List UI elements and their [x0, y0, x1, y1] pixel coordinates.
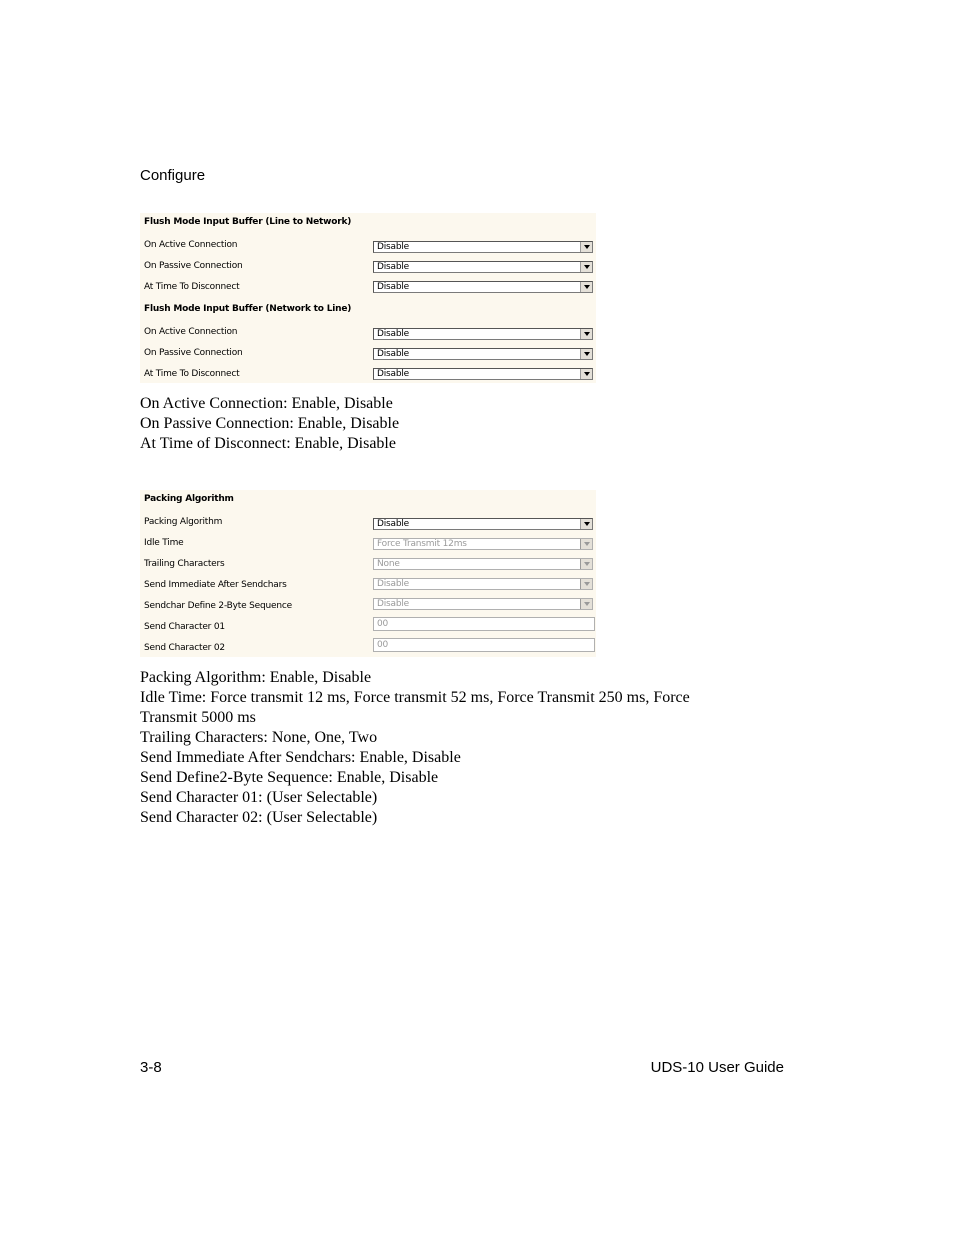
packing-algorithm-select[interactable] — [373, 518, 593, 530]
select-value: Disable — [377, 599, 409, 609]
packing-description — [140, 668, 750, 828]
chevron-down-icon[interactable] — [580, 329, 592, 339]
row-label: Sendchar Define 2-Byte Sequence — [144, 601, 292, 611]
send-immediate-row — [140, 576, 596, 597]
select-value: None — [377, 559, 400, 569]
desc-line: Send Character 01: (User Selectable) — [140, 789, 378, 806]
idle-time-select[interactable] — [373, 538, 593, 550]
desc-line: Send Character 02: (User Selectable) — [140, 809, 378, 826]
select-value: Disable — [377, 519, 409, 529]
select-value: Disable — [377, 242, 409, 252]
section-title: Packing Algorithm — [144, 494, 234, 504]
send-immediate-select[interactable] — [373, 578, 593, 590]
trailing-characters-row — [140, 555, 596, 576]
flush-section-line-to-network — [140, 213, 596, 234]
row-label: On Passive Connection — [144, 348, 243, 358]
desc-line: Send Define2-Byte Sequence: Enable, Disable — [140, 769, 439, 786]
packing-section-title-row — [140, 490, 596, 511]
select-value: Force Transmit 12ms — [377, 539, 467, 549]
chevron-down-icon[interactable] — [580, 262, 592, 272]
select-value: Disable — [377, 369, 409, 379]
chevron-down-icon[interactable] — [580, 282, 592, 292]
chevron-down-icon[interactable] — [580, 599, 592, 609]
select-value: Disable — [377, 282, 409, 292]
sendchar-define-select[interactable] — [373, 598, 593, 610]
flush-l2n-active-row — [140, 236, 596, 257]
chevron-down-icon[interactable] — [580, 519, 592, 529]
row-label: Trailing Characters — [144, 559, 225, 569]
row-label: At Time To Disconnect — [144, 282, 240, 292]
flush-l2n-disconnect-row — [140, 278, 596, 299]
chevron-down-icon[interactable] — [580, 369, 592, 379]
flush-n2l-passive-select[interactable] — [373, 348, 593, 360]
input-value: 00 — [377, 640, 389, 650]
select-value: Disable — [377, 349, 409, 359]
desc-line: On Active Connection: Enable, Disable — [140, 395, 393, 412]
row-label: Send Immediate After Sendchars — [144, 580, 287, 590]
flush-l2n-disconnect-select[interactable] — [373, 281, 593, 293]
page-header: Configure — [140, 167, 206, 184]
chevron-down-icon[interactable] — [580, 349, 592, 359]
send-character-01-input[interactable] — [373, 617, 595, 631]
select-value: Disable — [377, 262, 409, 272]
desc-line: Trailing Characters: None, One, Two — [140, 729, 378, 746]
chevron-down-icon[interactable] — [580, 559, 592, 569]
flush-n2l-disconnect-row — [140, 365, 596, 386]
send-character-02-row — [140, 639, 596, 660]
desc-line: On Passive Connection: Enable, Disable — [140, 415, 400, 432]
flush-l2n-passive-row — [140, 257, 596, 278]
section-title: Flush Mode Input Buffer (Network to Line) — [144, 304, 352, 314]
flush-section-network-to-line — [140, 300, 596, 321]
row-label: On Active Connection — [144, 327, 238, 337]
chevron-down-icon[interactable] — [580, 242, 592, 252]
row-label: At Time To Disconnect — [144, 369, 240, 379]
row-label: Send Character 02 — [144, 643, 225, 653]
page-number: 3-8 — [140, 1059, 162, 1076]
flush-n2l-active-row — [140, 323, 596, 344]
select-value: Disable — [377, 579, 409, 589]
row-label: Idle Time — [144, 538, 184, 548]
row-label: Send Character 01 — [144, 622, 225, 632]
flush-mode-panel — [140, 213, 596, 383]
row-label: On Active Connection — [144, 240, 238, 250]
section-title: Flush Mode Input Buffer (Line to Network) — [144, 217, 352, 227]
flush-description — [140, 394, 750, 454]
flush-l2n-active-select[interactable] — [373, 241, 593, 253]
trailing-characters-select[interactable] — [373, 558, 593, 570]
desc-line: Idle Time: Force transmit 12 ms, Force transmit 52 ms, Force Transmit 250 ms, Force Transmit 5000 ms — [140, 689, 690, 726]
send-character-02-input[interactable] — [373, 638, 595, 652]
packing-algorithm-row — [140, 513, 596, 534]
input-value: 00 — [377, 619, 389, 629]
flush-n2l-passive-row — [140, 344, 596, 365]
packing-algorithm-panel — [140, 490, 596, 657]
chevron-down-icon[interactable] — [580, 579, 592, 589]
select-value: Disable — [377, 329, 409, 339]
row-label: On Passive Connection — [144, 261, 243, 271]
chevron-down-icon[interactable] — [580, 539, 592, 549]
desc-line: Send Immediate After Sendchars: Enable, Disable — [140, 749, 461, 766]
desc-line: Packing Algorithm: Enable, Disable — [140, 669, 372, 686]
idle-time-row — [140, 534, 596, 555]
sendchar-define-row — [140, 597, 596, 618]
document-title: UDS-10 User Guide — [650, 1059, 784, 1076]
flush-n2l-active-select[interactable] — [373, 328, 593, 340]
send-character-01-row — [140, 618, 596, 639]
row-label: Packing Algorithm — [144, 517, 223, 527]
desc-line: At Time of Disconnect: Enable, Disable — [140, 435, 396, 452]
flush-n2l-disconnect-select[interactable] — [373, 368, 593, 380]
flush-l2n-passive-select[interactable] — [373, 261, 593, 273]
